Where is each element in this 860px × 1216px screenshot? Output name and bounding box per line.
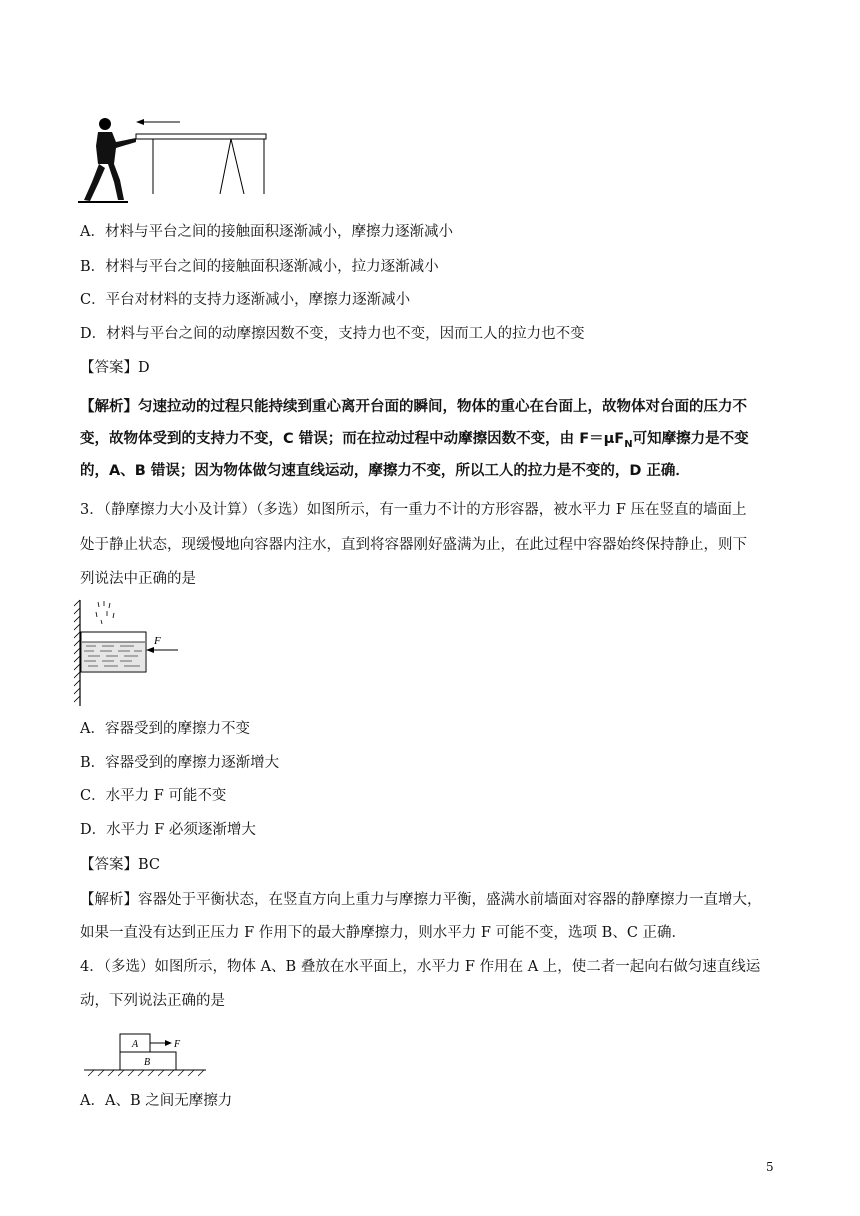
q2-option-d: D．材料与平台之间的动摩擦因数不变，支持力也不变，因而工人的拉力也不变	[80, 326, 585, 342]
q4-stem-line-2: 动，下列说法正确的是	[80, 993, 225, 1009]
page-number: 5	[766, 1160, 774, 1174]
force-f-label-2: F	[174, 1039, 181, 1050]
q3-option-a: A．容器受到的摩擦力不变	[80, 721, 250, 737]
q3-option-c: C．水平力 F 可能不变	[80, 788, 227, 804]
q2-analysis-line-2: 变，故物体受到的支持力不变，C 错误；而在拉动过程中动摩擦因数不变，由 $F=\mu F_N$可知摩擦力是不变	[80, 431, 749, 450]
q3-option-b: B．容器受到的摩擦力逐渐增大	[80, 755, 280, 771]
block-a-label: A	[132, 1039, 139, 1050]
q3-stem-line-2: 处于静止状态，现缓慢地向容器内注水，直到将容器刚好盛满为止，在此过程中容器始终保持静止，则下	[80, 537, 747, 553]
force-f-label: F	[154, 635, 161, 647]
q3-stem-line-3: 列说法中正确的是	[80, 571, 196, 587]
q3-analysis-line-2: 如果一直没有达到正压力 F 作用下的最大静摩擦力，则水平力 F 可能不变，选项 B、C 正确．	[80, 925, 687, 941]
worker-platform-figure	[78, 112, 278, 207]
q2-option-a: A．材料与平台之间的接触面积逐渐减小，摩擦力逐渐减小	[80, 224, 453, 240]
q2-option-c: C．平台对材料的支持力逐渐减小，摩擦力逐渐减小	[80, 292, 411, 308]
block-b-label: B	[144, 1057, 151, 1068]
q2-option-b: B．材料与平台之间的接触面积逐渐减小，拉力逐渐减小	[80, 259, 439, 275]
q3-stem-line-1: 3．（静摩擦力大小及计算）（多选）如图所示，有一重力不计的方形容器，被水平力 F 压在竖直的墙面上	[80, 502, 747, 518]
q2-analysis-line-3: 的，A、B 错误；因为物体做匀速直线运动，摩擦力不变，所以工人的拉力是不变的，D 正确．	[80, 463, 690, 479]
q2-analysis-line-1: 【解析】匀速拉动的过程只能持续到重心离开台面的瞬间，物体的重心在台面上，故物体对台面的压力不	[80, 399, 747, 415]
container-wall-figure	[74, 598, 184, 710]
q3-analysis-line-1: 【解析】容器处于平衡状态，在竖直方向上重力与摩擦力平衡，盛满水前墙面对容器的静摩擦力一直增大，	[80, 892, 762, 908]
q4-stem-line-1: 4．（多选）如图所示，物体 A、B 叠放在水平面上，水平力 F 作用在 A 上，使二者一起向右做匀速直线运	[80, 959, 761, 975]
stacked-blocks-figure	[84, 1026, 214, 1078]
q2-answer: 【答案】D	[80, 360, 150, 376]
q3-option-d: D．水平力 F 必须逐渐增大	[80, 822, 256, 838]
q4-option-a: A．A、B 之间无摩擦力	[80, 1093, 233, 1109]
q3-answer: 【答案】BC	[80, 857, 161, 873]
